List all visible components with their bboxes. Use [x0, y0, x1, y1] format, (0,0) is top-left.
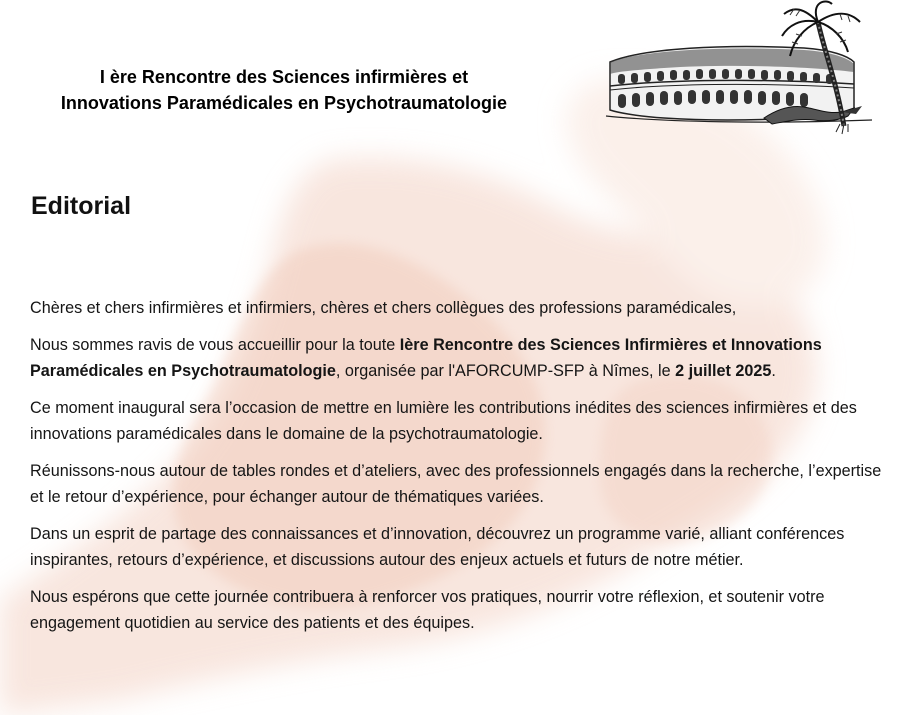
- event-date-bold: 2 juillet 2025: [675, 362, 772, 380]
- event-title-line-1: I ère Rencontre des Sciences infirmières et: [99, 67, 469, 87]
- event-title-header: [20, 64, 548, 116]
- paragraph-inaugural: Ce moment inaugural sera l’occasion de mettre en lumière les contributions inédites des sciences infirmières et des innovations paramédicales dans le domaine de la psychotraumatologie.: [30, 399, 857, 443]
- paragraph-program: Dans un esprit de partage des connaissances et d’innovation, découvrez un programme varié, alliant conférences inspirantes, retours d’expérience, et discussions autour des enjeux actuels et futurs de notre métier.: [30, 525, 845, 569]
- welcome-text-end: .: [771, 362, 776, 380]
- editorial-heading: Editorial: [31, 192, 132, 220]
- paragraph-closing: Nous espérons que cette journée contribuera à renforcer vos pratiques, nourrir votre réflexion, et soutenir votre engagement quotidien au service des patients et des équipes.: [30, 588, 825, 632]
- welcome-text-middle: , organisée par l'AFORCUMP-SFP à Nîmes, le: [335, 362, 676, 380]
- event-name-bold: Ière Rencontre des Sciences Infirmières et Innovations Paramédicales en Psychotraumatologie: [30, 336, 822, 380]
- editorial-body: [30, 295, 892, 647]
- paragraph-greeting: Chères et chers infirmières et infirmiers, chères et chers collègues des professions paramédicales,: [30, 299, 737, 317]
- welcome-text-start: Nous sommes ravis de vous accueillir pour la toute: [30, 336, 400, 354]
- event-title-line-2: Innovations Paramédicales en Psychotraumatologie: [60, 93, 508, 113]
- arena-palm-crocodile-icon: [604, 0, 884, 148]
- paragraph-meeting: Réunissons-nous autour de tables rondes et d’ateliers, avec des professionnels engagés dans la recherche, l’expertise et le retour d’expérience, pour échanger autour de thématiques variées.: [30, 462, 882, 506]
- paragraph-welcome: [30, 332, 892, 384]
